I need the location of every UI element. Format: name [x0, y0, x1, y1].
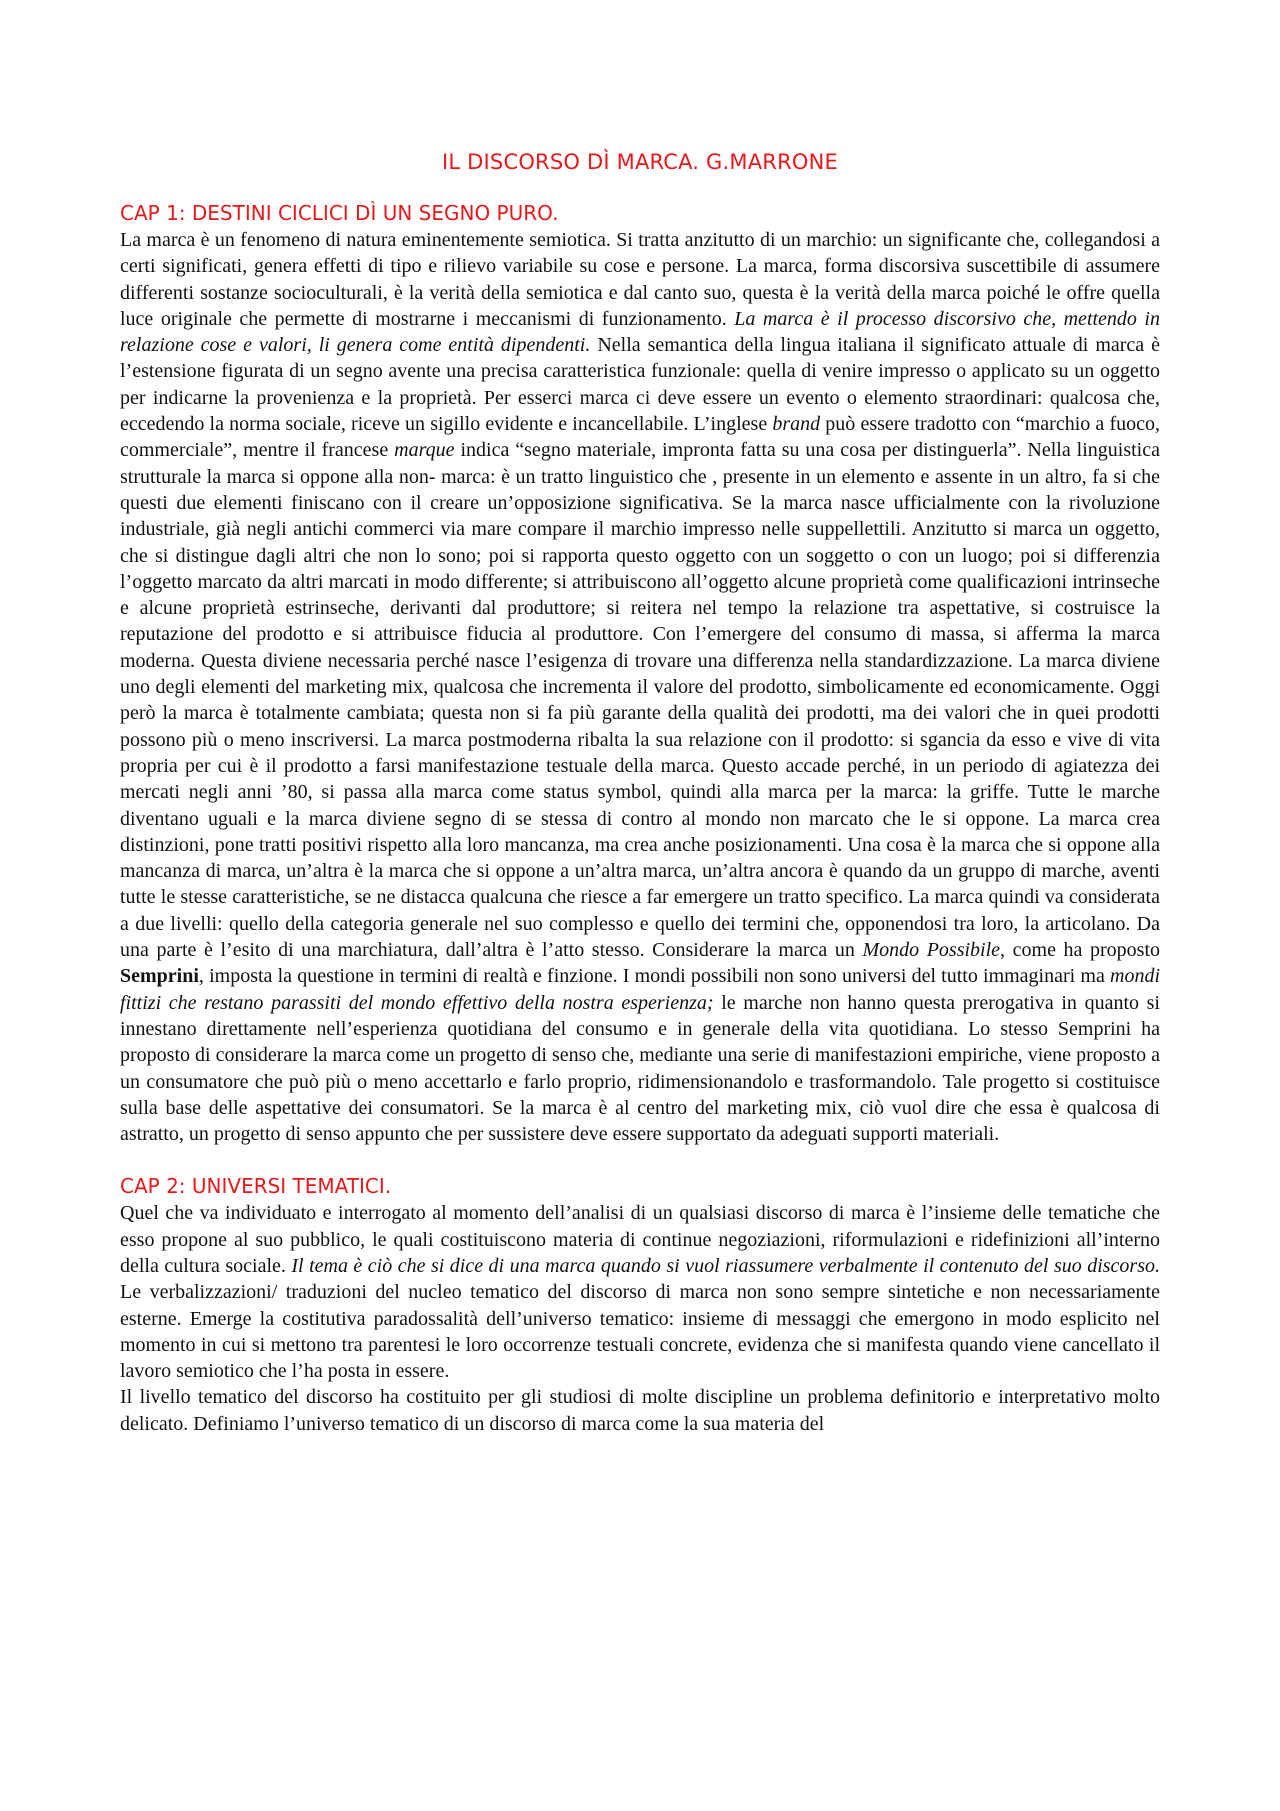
text-run-bold: Semprini — [120, 965, 199, 988]
text-run-italic: brand — [772, 413, 821, 436]
chapter-2-paragraph-1 — [120, 1200, 1160, 1384]
text-run-normal: , imposta la questione in termini di realtà e finzione. I mondi possibili non sono universi del tutto immaginari ma — [198, 965, 1110, 988]
text-run-italic: mondi fittizi che restano parassiti del mondo effettivo della nostra esperienza; — [120, 965, 1160, 1014]
chapter-heading-1: CAP 1: DESTINI CICLICI DÌ UN SEGNO PURO. — [120, 201, 559, 225]
page-title: IL DISCORSO DÌ MARCA. G.MARRONE — [442, 150, 838, 174]
text-run-normal: Le verbalizzazioni/ traduzioni del nucleo tematico del discorso di marca non sono sempre sintetiche e non necessariamente esterne. Emerge la costitutiva paradossalità dell’universo tematico: insieme di messaggi che emergono in modo esplicito nel momento in cui si mettono tra parentesi le loro occorrenze testuali concrete, evidenza che si manifesta quando viene cancellato il lavoro semiotico che l’ha posta in essere. — [120, 1281, 1160, 1383]
text-run-normal: le marche non hanno questa prerogativa in quanto si innestano direttamente nell’esperienza quotidiana del consumo e in generale della vita quotidiana. Lo stesso Semprini ha proposto di considerare la marca come un progetto di senso che, mediante una serie di manifestazioni empiriche, viene proposto a un consumatore che può più o meno accettarlo e farlo proprio, ridimensionandolo e trasformandolo. Tale progetto si costituisce sulla base delle aspettative dei consumatori. Se la marca è al centro del marketing mix, ciò vuol dire che essa è qualcosa di astratto, un progetto di senso appunto che per sussistere deve essere supportato da adeguati supporti materiali. — [120, 991, 1160, 1146]
text-run-normal: Quel che va individuato e interrogato al momento dell’analisi di un qualsiasi discorso di marca è l’insieme delle tematiche che esso propone al suo pubblico, le quali costituiscono materia di continue negoziazioni, riformulazioni e ridefinizioni all’interno della cultura sociale. — [120, 1202, 1160, 1277]
text-run-italic: marque — [394, 439, 455, 462]
chapter-1-paragraph-1 — [120, 227, 1160, 1147]
chapter-heading-2: CAP 2: UNIVERSI TEMATICI. — [120, 1174, 392, 1199]
text-run-italic: La marca è il processo discorsivo che, mettendo in relazione cose e valori, li genera come entità dipendenti. — [120, 307, 1160, 357]
text-run-normal: Il livello tematico del discorso ha costituito per gli studiosi di molte discipline un problema definitorio e interpretativo molto delicato. Definiamo l’universo tematico di un discorso di marca come la sua materia del — [120, 1386, 1160, 1435]
chapter-2-paragraph-2 — [120, 1384, 1160, 1437]
text-run-normal: indica “segno materiale, impronta fatta su una cosa per distinguerla”. Nella linguistica strutturale la marca si oppone alla non- marca: è un tratto linguistico che , presente in un elemento e assente in un altro, fa si che questi due elementi finiscano con il creare un’opposizione significativa. Se la marca nasce ufficialmente con la rivoluzione industriale, già negli antichi commerci via mare compare il marchio impresso nelle suppellettili. Anzitutto si marca un oggetto, che si distingue dagli altri che non lo sono; poi si rapporta questo oggetto con un soggetto o con un luogo; poi si differenzia l’oggetto marcato da altri marcati in modo differente; si attribuiscono all’oggetto alcune proprietà come qualificazioni intrinseche e alcune proprietà estrinseche, derivanti dal produttore; si reitera nel tempo la relazione tra aspettative, si costruisce la reputazione del prodotto e si attribuisce fiducia al produttore. Con l’emergere del consumo di massa, si afferma la marca moderna. Questa diviene necessaria perché nasce l’esigenza di trovare una differenza nella standardizzazione. La marca diviene uno degli elementi del marketing mix, qualcosa che incrementa il valore del prodotto, simbolicamente ed economicamente. Oggi però la marca è totalmente cambiata; questa non si fa più garante della qualità dei prodotti, ma dei valori che in quei prodotti possono più o meno inscriversi. La marca postmoderna ribalta la sua relazione con il prodotto: si sgancia da esso e vive di vita propria per cui è il prodotto a farsi manifestazione testuale della marca. Questo accade perché, in un periodo di agiatezza dei mercati negli anni ’80, si passa alla marca come status symbol, quindi alla marca per la marca: la griffe. Tutte le marche diventano uguali e la marca diviene segno di se stessa di contro al mondo non marcato che le si oppone. La marca crea distinzioni, pone tratti positivi rispetto alla loro mancanza, ma crea anche posizionamenti. Una cosa è la marca che si oppone alla mancanza di marca, un’altra è la marca che si oppone a un’altra marca, un’altra ancora è quando da un gruppo di marche, aventi tutte le stesse caratteristiche, se ne distacca qualcuna che riesce a far emergere un tratto specifico. La marca quindi va considerata a due livelli: quello della categoria generale nel suo complesso e quello dei termini che, opponendosi tra loro, la articolano. Da una parte è l’esito di una marchiatura, dall’altra è l’atto stesso. Considerare la marca un — [120, 439, 1160, 962]
text-run-italic: Il tema è ciò che si dice di una marca quando si vuol riassumere verbalmente il contenuto del suo discorso. — [291, 1254, 1160, 1277]
text-run-normal: La marca è un fenomeno di natura eminentemente semiotica. Si tratta anzitutto di un marchio: un significante che, collegandosi a certi significati, genera effetti di tipo e rilievo variabile su cose e persone. La marca, forma discorsiva suscettibile di assumere differenti sostanze socioculturali, è la verità della semiotica e dal canto suo, questa è la verità della marca poiché le offre quella luce originale che permette di mostrarne i meccanismi di funzionamento. — [120, 229, 1160, 330]
text-run-italic: Mondo Possibile — [862, 939, 1001, 962]
text-run-normal: può essere tradotto con “marchio a fuoco, commerciale”, mentre il francese — [120, 413, 1160, 462]
document-body — [120, 150, 1160, 1437]
text-run-normal: , come ha proposto — [1000, 939, 1161, 962]
text-run-normal: Nella semantica della lingua italiana il significato attuale di marca è l’estensione figurata di un segno avente una precisa caratteristica funzionale: quella di venire impresso o applicato su un oggetto per indicarne la provenienza e la proprietà. Per esserci marca ci deve essere un evento o elemento straordinari: qualcosa che, eccedendo la norma sociale, riceve un sigillo evidente e incancellabile. L’inglese — [120, 334, 1160, 436]
